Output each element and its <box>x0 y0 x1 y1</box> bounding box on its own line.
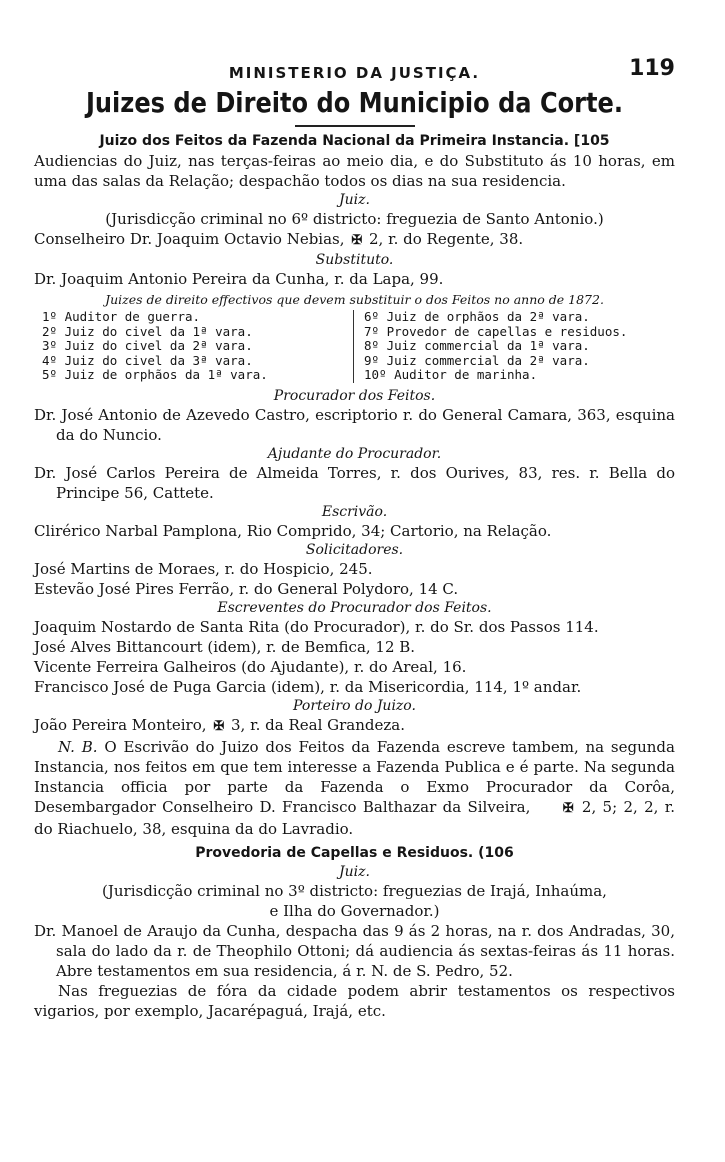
role-escrivao: Escrivão. <box>321 503 388 520</box>
nb-text: O Escrivão do Juizo dos Feitos da Fazenda escreve tambem, na segunda Instancia, nos feitos em que tem interesse a Fazenda Publica e é parte. Na segunda Instancia officia por parte da Fazenda o Exmo Procurador da Corôa, Desembargador Conselheiro D. Francisco Balthazar da Silveira, <box>34 737 675 816</box>
juizes-effectivos-label: Juizes de direito effectivos que devem substituir o dos Feitos no anno de 1872. <box>105 292 604 307</box>
varas-left-column <box>34 310 353 383</box>
solicitador-entry: José Martins de Moraes, r. do Hospicio, 245. <box>34 559 373 578</box>
nb-label: N. B. <box>58 737 98 756</box>
escrivao-entry: Clirérico Narbal Pamplona, Rio Comprido, 34; Cartorio, na Relação. <box>34 521 552 540</box>
varas-right-column <box>353 310 675 383</box>
juiz-name: Conselheiro Dr. Joaquim Octavio Nebias, <box>34 230 345 248</box>
role-substituto: Substituto. <box>315 252 394 268</box>
page-number: 119 <box>629 56 675 81</box>
juiz-entry <box>34 229 675 251</box>
vara-item: 4º Juiz do civel da 3ª vara. <box>42 352 253 368</box>
title-rule <box>295 125 415 127</box>
jurisdiccao-line-1: (Jurisdicção criminal no 3º districto: freguezias de Irajá, Inhaúma, <box>102 881 607 900</box>
nb-tail: 2, 5; 2, 2, r. do Riachuelo, 38, esquina da do Lavradio. <box>34 797 675 838</box>
page-header <box>34 56 675 82</box>
nota-bene <box>34 737 675 839</box>
audiencias-text: Audiencias do Juiz, nas terças-feiras ao meio dia, e do Substituto ás 10 horas, em uma das salas da Relação; despachão todos os dias na sua residencia. <box>34 152 675 190</box>
role-solicitadores: Solicitadores. <box>305 541 404 558</box>
vara-item: 6º Juiz de orphãos da 2ª vara. <box>364 309 590 324</box>
jurisdiccao-text: (Jurisdicção criminal no 6º districto: freguezia de Santo Antonio.) <box>105 210 604 228</box>
porteiro-name: João Pereira Monteiro, <box>34 715 207 734</box>
procurador-entry: Dr. José Antonio de Azevedo Castro, escriptorio r. do General Camara, 363, esquina da do Nuncio. <box>34 405 675 444</box>
role-juiz: Juiz. <box>339 192 370 208</box>
juiz-capellas-entry: Dr. Manoel de Araujo da Cunha, despacha das 9 ás 2 horas, na r. dos Andradas, 30, sala do lado da r. de Theophilo Ottoni; dá audiencia ás sextas-feiras ás 11 horas. Abre testamentos em sua residencia, á r. N. de S. Pedro, 52. <box>34 921 675 980</box>
varas-table <box>34 310 675 383</box>
vara-item: 8º Juiz commercial da 1ª vara. <box>364 338 590 353</box>
escrevente-entry: Joaquim Nostardo de Santa Rita (do Procurador), r. do Sr. dos Passos 114. <box>34 617 599 636</box>
role-escreventes: Escreventes do Procurador dos Feitos. <box>217 599 492 616</box>
solicitador-entry: Estevão José Pires Ferrão, r. do General Polydoro, 14 C. <box>34 579 459 598</box>
ajudante-entry: Dr. José Carlos Pereira de Almeida Torres, r. dos Ourives, 83, res. r. Bella do Principe 56, Cattete. <box>34 463 675 502</box>
role-porteiro: Porteiro do Juizo. <box>293 697 416 714</box>
escrevente-entry: José Alves Bittancourt (idem), r. de Bemfica, 12 B. <box>34 637 416 656</box>
substituto-entry: Dr. Joaquim Antonio Pereira da Cunha, r. da Lapa, 99. <box>34 270 444 288</box>
running-head: MINISTERIO DA JUSTIÇA. <box>228 64 481 82</box>
freguezias-note: Nas freguezias de fóra da cidade podem abrir testamentos os respectivos vigarios, por exemplo, Jacarépaguá, Irajá, etc. <box>34 981 675 1020</box>
porteiro-address: 3, r. da Real Grandeza. <box>231 715 405 734</box>
vara-item: 5º Juiz de orphãos da 1ª vara. <box>42 367 268 382</box>
role-juiz-capellas: Juiz. <box>339 863 370 880</box>
porteiro-entry <box>34 715 675 737</box>
page-title: Juizes de Direito do Municipio da Corte. <box>85 86 624 119</box>
vara-item: 10º Auditor de marinha. <box>364 367 538 382</box>
vara-item: 9º Juiz commercial da 2ª vara. <box>364 352 590 368</box>
vara-item: 7º Provedor de capellas e residuos. <box>364 323 628 339</box>
role-ajudante: Ajudante do Procurador. <box>267 445 442 462</box>
section-heading-feitos: Juizo dos Feitos da Fazenda Nacional da Primeira Instancia. [105 <box>99 133 610 149</box>
vara-item: 2º Juiz do civel da 1ª vara. <box>42 323 253 339</box>
section-heading-capellas: Provedoria de Capellas e Residuos. (106 <box>195 844 514 861</box>
vara-item: 1º Auditor de guerra. <box>42 309 201 324</box>
cross-icon: ✠ <box>213 718 225 734</box>
jurisdiccao-line-2: e Ilha do Governador.) <box>269 901 440 920</box>
escrevente-entry: Francisco José de Puga Garcia (idem), r. da Misericordia, 114, 1º andar. <box>34 677 582 696</box>
juiz-address: 2, r. do Regente, 38. <box>369 230 524 248</box>
escrevente-entry: Vicente Ferreira Galheiros (do Ajudante), r. do Areal, 16. <box>34 657 467 676</box>
cross-icon: ✠ <box>562 800 574 816</box>
role-procurador: Procurador dos Feitos. <box>273 387 436 404</box>
cross-icon: ✠ <box>351 233 363 248</box>
vara-item: 3º Juiz do civel da 2ª vara. <box>42 338 253 353</box>
